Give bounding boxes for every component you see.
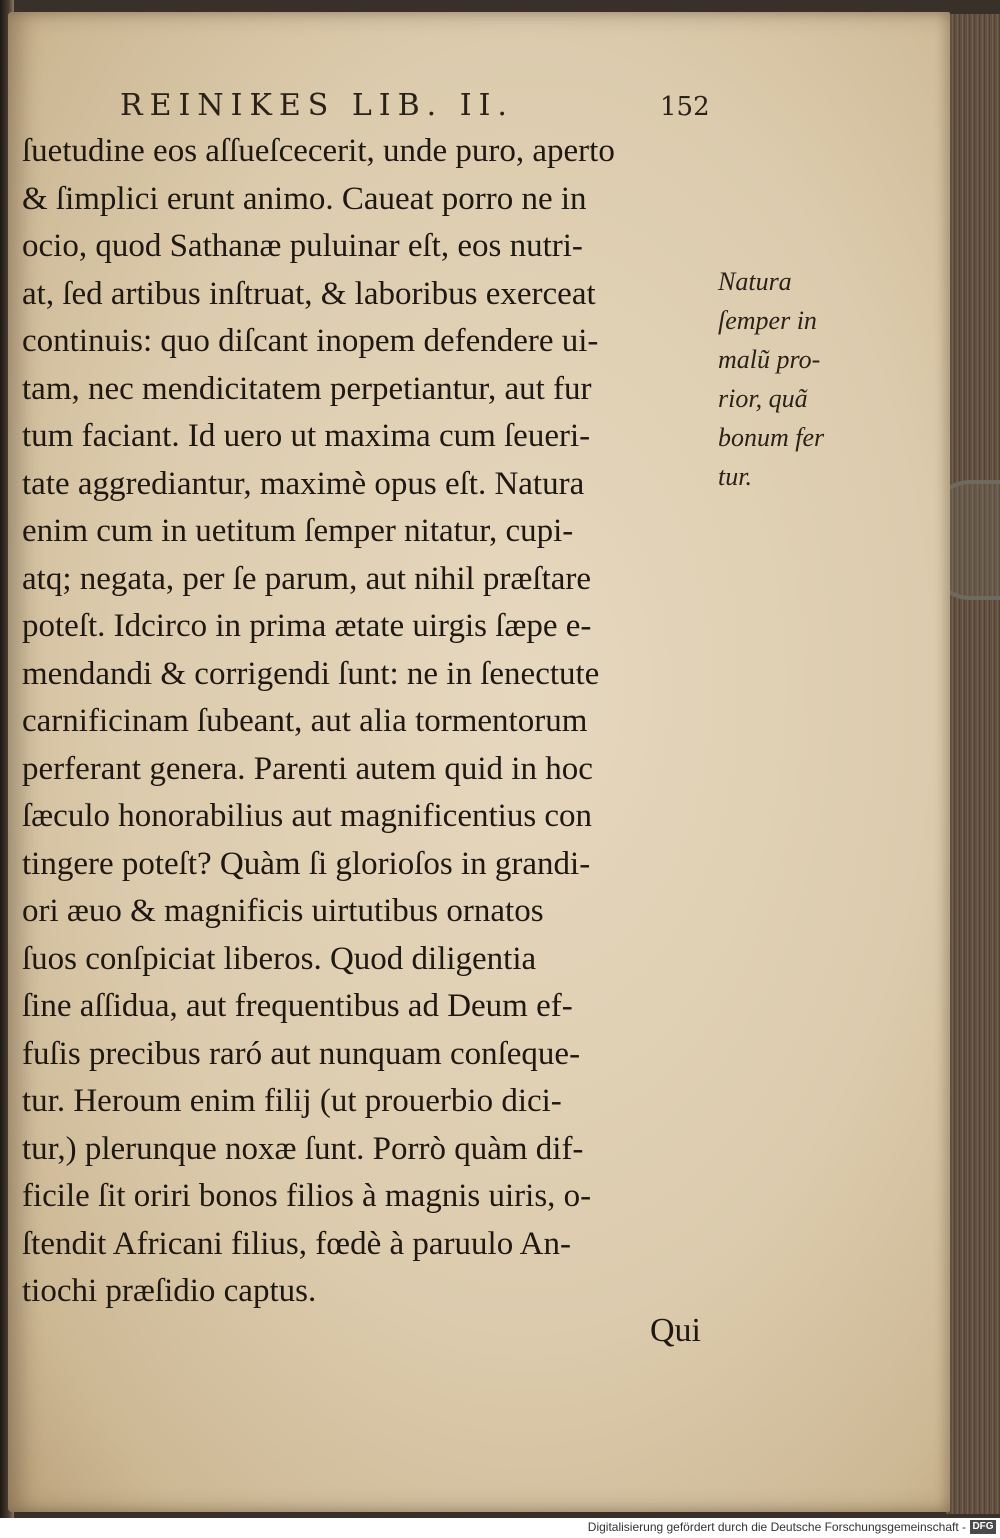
page-stack-edges bbox=[946, 14, 1000, 1514]
running-head: REINIKES LIB. II. bbox=[120, 88, 514, 123]
marginal-line: tur. bbox=[718, 462, 752, 491]
text-line: ſtendit Africani filius, fœdè à paruulo An- bbox=[22, 1225, 571, 1262]
marginal-note bbox=[718, 262, 868, 496]
text-line: enim cum in uetitum ſemper nitatur, cupi- bbox=[22, 513, 574, 549]
marginal-line: rior, quã bbox=[718, 384, 808, 413]
catchword: Qui bbox=[650, 1312, 701, 1349]
marginal-line: ſemper in bbox=[718, 306, 817, 335]
text-line: tum faciant. Id uero ut maxima cum ſeueri- bbox=[22, 418, 591, 454]
text-line: ſuetudine eos aſſueſcecerit, unde puro, aperto bbox=[22, 133, 615, 169]
body-text bbox=[22, 128, 722, 1316]
text-line: & ſimplici erunt animo. Caueat porro ne in bbox=[22, 180, 587, 217]
text-line: tam, nec mendicitatem perpetiantur, aut fur bbox=[22, 370, 592, 407]
text-line: mendandi & corrigendi ſunt: ne in ſenectute bbox=[22, 655, 600, 692]
text-line: carnificinam ſubeant, aut alia tormentorum bbox=[22, 703, 588, 739]
text-line: ocio, quod Sathanæ puluinar eſt, eos nutri- bbox=[22, 228, 583, 264]
text-line: ſæculo honorabilius aut magnificentius con bbox=[22, 798, 593, 834]
marginal-line: Natura bbox=[718, 267, 792, 296]
text-line: tiochi præſidio captus. bbox=[22, 1273, 317, 1309]
text-line: continuis: quo diſcant inopem defendere ui- bbox=[22, 323, 599, 359]
marginal-line: bonum fer bbox=[718, 423, 825, 452]
text-line: tingere poteſt? Quàm ſi glorioſos in grandi- bbox=[22, 845, 591, 882]
text-line: perferant genera. Parenti autem quid in hoc bbox=[22, 750, 593, 787]
text-line: ſuos conſpiciat liberos. Quod diligentia bbox=[22, 940, 537, 977]
marginal-line: malũ pro- bbox=[718, 345, 821, 374]
text-line: at, ſed artibus inſtruat, & laboribus exerceat bbox=[22, 275, 596, 312]
text-line: fuſis precibus raró aut nunquam conſeque- bbox=[22, 1035, 581, 1072]
text-line: poteſt. Idcirco in prima ætate uirgis ſæpe e- bbox=[22, 608, 592, 644]
text-line: ſine aſſidua, aut frequentibus ad Deum ef- bbox=[22, 988, 573, 1024]
folio-number: 152 bbox=[660, 92, 710, 122]
text-line: tur. Heroum enim filij (ut prouerbio dici- bbox=[22, 1083, 562, 1119]
text-line: tate aggrediantur, maximè opus eſt. Natura bbox=[22, 465, 585, 502]
text-line: atq; negata, per ſe parum, aut nihil præſtare bbox=[22, 560, 592, 597]
text-line: tur,) plerunque noxæ ſunt. Porrò quàm dif- bbox=[22, 1130, 584, 1167]
dfg-logo: DFG bbox=[970, 1520, 996, 1534]
text-line: ficile ſit oriri bonos filios à magnis uiris, o- bbox=[22, 1178, 592, 1214]
digitization-credit: Digitalisierung gefördert durch die Deutsche Forschungsgemeinschaft - bbox=[587, 1520, 966, 1534]
text-line: ori æuo & magnificis uirtutibus ornatos bbox=[22, 893, 544, 929]
